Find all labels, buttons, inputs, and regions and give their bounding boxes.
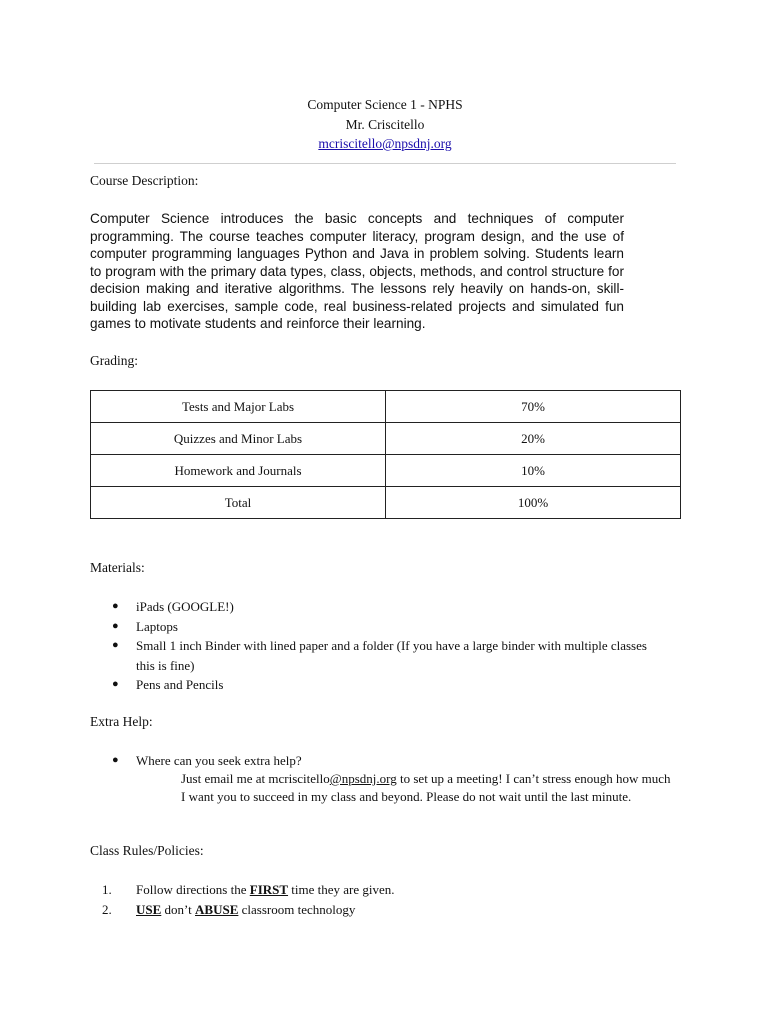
bullet-icon: ● — [112, 639, 119, 651]
extra-help-heading: Extra Help: — [90, 714, 153, 729]
extra-help-answer-prefix: Just email me at mcriscitello — [181, 771, 330, 786]
bullet-icon: ● — [112, 754, 119, 766]
extra-help-question: Where can you seek extra help? — [136, 753, 302, 768]
materials-list — [90, 597, 650, 695]
course-description-text: Computer Science introduces the basic concepts and techniques of computer programming. The course teaches computer literacy, program design, and the use of computer programming languages Python and Java in problem solving. Students learn to program with the primary data types, class, objects, methods, and control structure for decision making and iterative algorithms. The lessons rely heavily on hands-on, skill-building lab exercises, sample code, real business-related projects and simulated fun games to motivate students and reinforce their learning. — [90, 211, 624, 331]
list-item-text: iPads (GOOGLE!) — [136, 599, 234, 614]
list-item-text: Laptops — [136, 618, 178, 634]
list-number: 2. — [102, 902, 112, 917]
extra-help-list — [90, 751, 680, 771]
materials-heading: Materials: — [90, 560, 145, 575]
grading-category: Total — [91, 487, 386, 519]
course-title: Computer Science 1 - NPHS — [307, 97, 463, 112]
list-item-text: Small 1 inch Binder with lined paper and a folder (If you have a large binder with multiple classes this is fine) — [136, 638, 647, 673]
list-item — [90, 675, 650, 695]
rules-list — [90, 880, 395, 920]
grading-weight: 10% — [386, 455, 681, 487]
rule-text: classroom technology — [238, 902, 356, 917]
grading-weight: 100% — [386, 487, 681, 519]
list-item-text: Pens and Pencils — [136, 677, 224, 692]
rules-heading: Class Rules/Policies: — [90, 843, 204, 858]
rule-emphasis: USE — [136, 902, 162, 917]
rule-emphasis: FIRST — [249, 882, 289, 897]
rule-emphasis: ABUSE — [195, 902, 239, 917]
grading-heading: Grading: — [90, 353, 138, 368]
rule-text: don’t — [161, 902, 196, 917]
list-number: 1. — [102, 882, 112, 897]
bullet-icon: ● — [112, 678, 119, 690]
course-description-heading: Course Description: — [90, 173, 199, 188]
list-item — [90, 900, 395, 920]
teacher-email-link[interactable]: mcriscitello@npsdnj.org — [318, 136, 452, 151]
grading-weight: 20% — [386, 423, 681, 455]
bullet-icon: ● — [112, 600, 119, 612]
rule-text: time they are given. — [288, 882, 395, 897]
grading-table — [90, 390, 681, 519]
bullet-icon: ● — [112, 619, 119, 632]
email-domain-link[interactable]: @npsdnj.org — [329, 771, 397, 786]
extra-help-answer-suffix: to set up a meeting! I can’t stress enough how much I want you to succeed in my class and beyond. Please do not wait until the last minute. — [181, 771, 671, 804]
rule-text: Follow directions the — [136, 882, 250, 897]
document-header — [0, 95, 770, 154]
grading-weight: 70% — [386, 391, 681, 423]
grading-category: Tests and Major Labs — [91, 391, 386, 423]
grading-category: Quizzes and Minor Labs — [91, 423, 386, 455]
table-row — [91, 423, 681, 455]
list-item — [90, 597, 650, 617]
table-row — [91, 487, 681, 519]
table-row — [91, 391, 681, 423]
list-item — [90, 636, 650, 675]
extra-help-answer — [181, 770, 671, 805]
grading-category: Homework and Journals — [91, 455, 386, 487]
header-divider — [94, 163, 676, 164]
list-item — [90, 880, 395, 900]
list-item — [90, 751, 680, 771]
list-item — [90, 617, 650, 637]
teacher-name: Mr. Criscitello — [345, 116, 425, 132]
table-row — [91, 455, 681, 487]
